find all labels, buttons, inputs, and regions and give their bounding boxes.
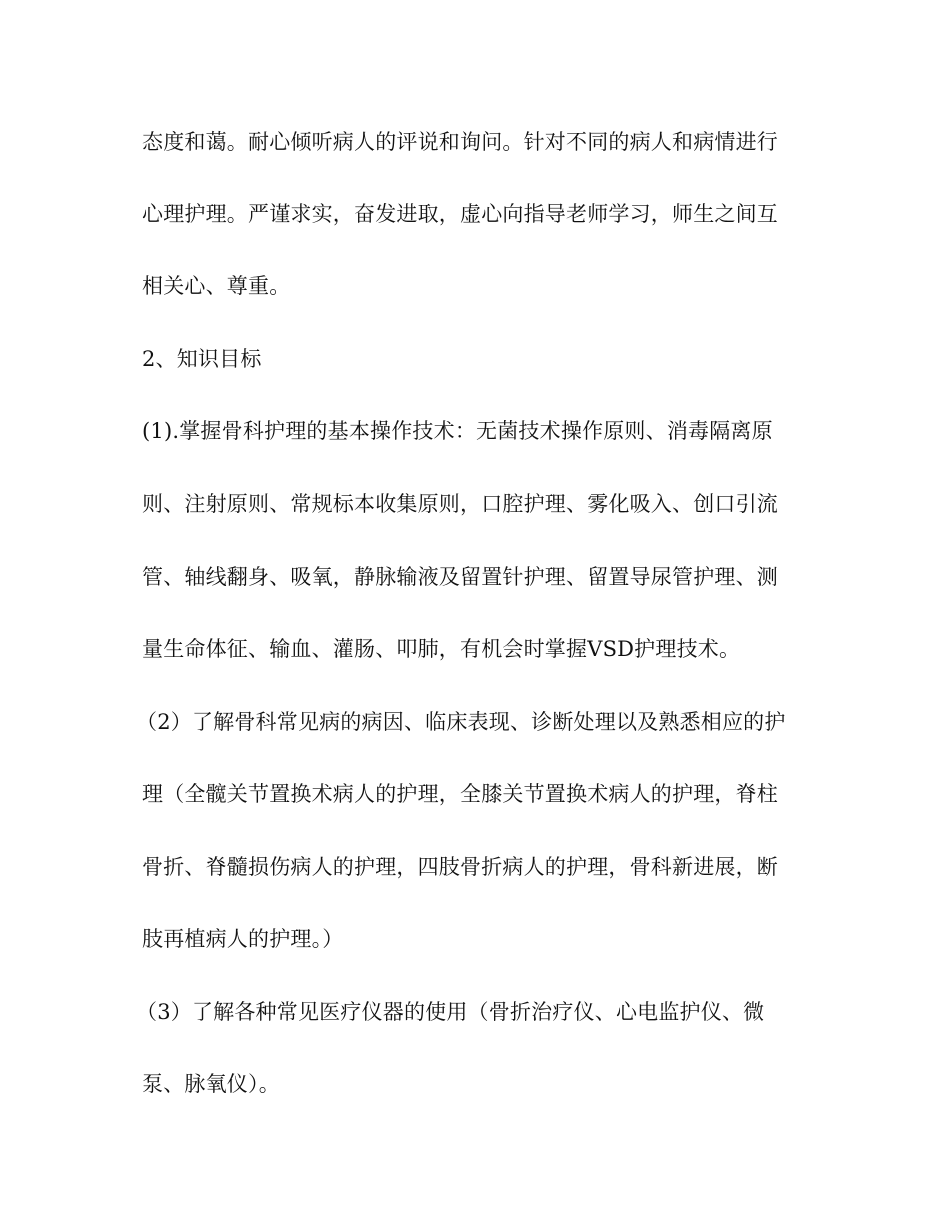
text-line-9: （2）了解骨科常见病的病因、临床表现、诊断处理以及熟悉相应的护 bbox=[136, 710, 786, 734]
text-line-10: 理（全髋关节置换术病人的护理，全膝关节置换术病人的护理，脊柱 bbox=[142, 782, 778, 806]
text-line-2: 心理护理。严谨求实，奋发进取，虚心向指导老师学习，师生之间互 bbox=[142, 202, 778, 226]
text-line-11: 骨折、脊髓损伤病人的护理，四肢骨折病人的护理，骨科新进展，断 bbox=[142, 855, 778, 879]
text-line-1: 态度和蔼。耐心倾听病人的评说和询问。针对不同的病人和病情进行 bbox=[142, 130, 778, 154]
text-line-6: 则、注射原则、常规标本收集原则，口腔护理、雾化吸入、创口引流 bbox=[142, 492, 778, 516]
text-line-13: （3）了解各种常见医疗仪器的使用（骨折治疗仪、心电监护仪、微 bbox=[136, 1000, 765, 1024]
text-line-8: 量生命体征、输血、灌肠、叩肺，有机会时掌握VSD护理技术。 bbox=[142, 637, 741, 661]
text-line-14: 泵、脉氧仪）。 bbox=[142, 1072, 280, 1096]
text-line-12: 肢再植病人的护理。） bbox=[142, 927, 344, 951]
text-line-3: 相关心、尊重。 bbox=[142, 274, 291, 298]
section-heading: 2、知识目标 bbox=[142, 347, 262, 371]
text-line-5: (1).掌握骨科护理的基本操作技术：无菌技术操作原则、消毒隔离原 bbox=[142, 419, 773, 443]
text-line-7: 管、轴线翻身、吸氧，静脉输液及留置针护理、留置导尿管护理、测 bbox=[142, 565, 778, 589]
